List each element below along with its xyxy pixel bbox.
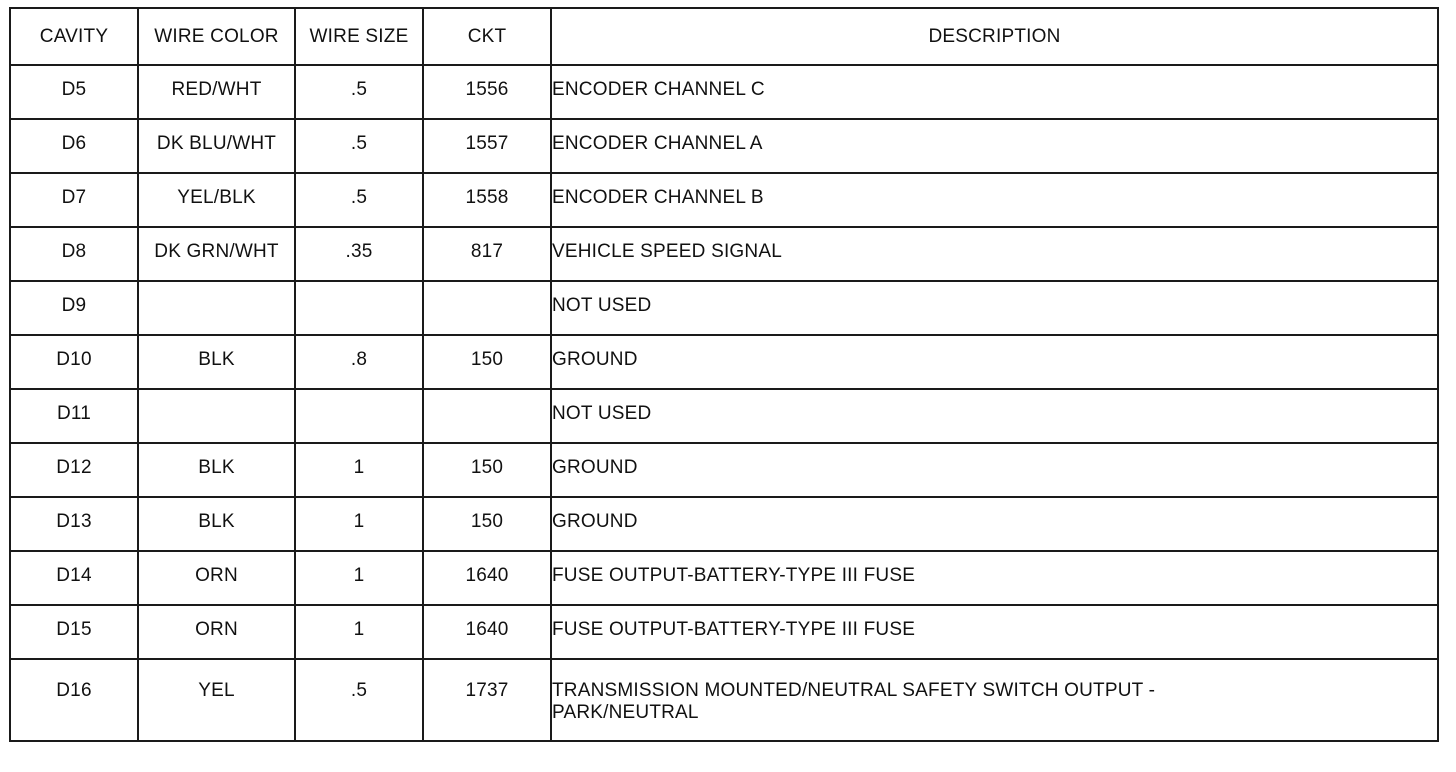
description-cell: GROUND xyxy=(551,443,1438,497)
ckt-cell: 1556 xyxy=(423,65,551,119)
wire-color-cell: BLK xyxy=(138,443,295,497)
wire-color-cell: YEL xyxy=(138,659,295,741)
ckt-cell: 150 xyxy=(423,497,551,551)
wire-color-cell: DK BLU/WHT xyxy=(138,119,295,173)
table-row xyxy=(10,389,1438,443)
wire-color-cell: ORN xyxy=(138,605,295,659)
table-row xyxy=(10,443,1438,497)
table-row xyxy=(10,335,1438,389)
header-description: DESCRIPTION xyxy=(551,8,1438,65)
header-wire-size: WIRE SIZE xyxy=(295,8,423,65)
connector-pinout-table xyxy=(9,7,1439,742)
ckt-cell: 150 xyxy=(423,335,551,389)
wire-color-cell: BLK xyxy=(138,335,295,389)
table-row xyxy=(10,605,1438,659)
table-row xyxy=(10,497,1438,551)
table-body xyxy=(10,65,1438,741)
description-line-2: PARK/NEUTRAL xyxy=(552,702,699,723)
ckt-cell: 1640 xyxy=(423,605,551,659)
table-header xyxy=(10,8,1438,65)
cavity-cell: D12 xyxy=(10,443,138,497)
wire-size-cell: .5 xyxy=(295,659,423,741)
wire-size-cell: .5 xyxy=(295,173,423,227)
cavity-cell: D15 xyxy=(10,605,138,659)
ckt-cell: 150 xyxy=(423,443,551,497)
header-cavity: CAVITY xyxy=(10,8,138,65)
wire-size-cell: 1 xyxy=(295,551,423,605)
ckt-cell xyxy=(423,281,551,335)
cavity-cell: D14 xyxy=(10,551,138,605)
ckt-cell xyxy=(423,389,551,443)
table-row xyxy=(10,119,1438,173)
table-row xyxy=(10,173,1438,227)
table-row xyxy=(10,65,1438,119)
wire-color-cell: RED/WHT xyxy=(138,65,295,119)
table-row xyxy=(10,659,1438,741)
header-wire-color: WIRE COLOR xyxy=(138,8,295,65)
table-row xyxy=(10,281,1438,335)
ckt-cell: 817 xyxy=(423,227,551,281)
cavity-cell: D6 xyxy=(10,119,138,173)
description-cell: FUSE OUTPUT-BATTERY-TYPE III FUSE xyxy=(551,551,1438,605)
cavity-cell: D11 xyxy=(10,389,138,443)
wire-color-cell: YEL/BLK xyxy=(138,173,295,227)
cavity-cell: D9 xyxy=(10,281,138,335)
description-line-1: TRANSMISSION MOUNTED/NEUTRAL SAFETY SWITCH OUTPUT - xyxy=(552,680,1156,701)
description-cell xyxy=(551,659,1438,741)
description-cell: VEHICLE SPEED SIGNAL xyxy=(551,227,1438,281)
wire-color-cell: ORN xyxy=(138,551,295,605)
wire-size-cell: .5 xyxy=(295,65,423,119)
cavity-cell: D8 xyxy=(10,227,138,281)
cavity-cell: D7 xyxy=(10,173,138,227)
description-cell: ENCODER CHANNEL C xyxy=(551,65,1438,119)
wire-color-cell xyxy=(138,281,295,335)
description-cell: ENCODER CHANNEL B xyxy=(551,173,1438,227)
cavity-cell: D13 xyxy=(10,497,138,551)
wire-size-cell: 1 xyxy=(295,443,423,497)
wire-color-cell: BLK xyxy=(138,497,295,551)
description-cell: ENCODER CHANNEL A xyxy=(551,119,1438,173)
wire-color-cell xyxy=(138,389,295,443)
description-cell: NOT USED xyxy=(551,281,1438,335)
header-row xyxy=(10,8,1438,65)
wire-size-cell xyxy=(295,281,423,335)
ckt-cell: 1640 xyxy=(423,551,551,605)
ckt-cell: 1558 xyxy=(423,173,551,227)
ckt-cell: 1737 xyxy=(423,659,551,741)
wire-size-cell xyxy=(295,389,423,443)
cavity-cell: D10 xyxy=(10,335,138,389)
wire-size-cell: .35 xyxy=(295,227,423,281)
wire-size-cell: .5 xyxy=(295,119,423,173)
wire-color-cell: DK GRN/WHT xyxy=(138,227,295,281)
wire-size-cell: 1 xyxy=(295,497,423,551)
wire-size-cell: .8 xyxy=(295,335,423,389)
table-row xyxy=(10,551,1438,605)
description-cell: NOT USED xyxy=(551,389,1438,443)
ckt-cell: 1557 xyxy=(423,119,551,173)
wire-size-cell: 1 xyxy=(295,605,423,659)
header-ckt: CKT xyxy=(423,8,551,65)
table-row xyxy=(10,227,1438,281)
description-cell: GROUND xyxy=(551,497,1438,551)
description-cell: FUSE OUTPUT-BATTERY-TYPE III FUSE xyxy=(551,605,1438,659)
description-cell: GROUND xyxy=(551,335,1438,389)
cavity-cell: D5 xyxy=(10,65,138,119)
cavity-cell: D16 xyxy=(10,659,138,741)
